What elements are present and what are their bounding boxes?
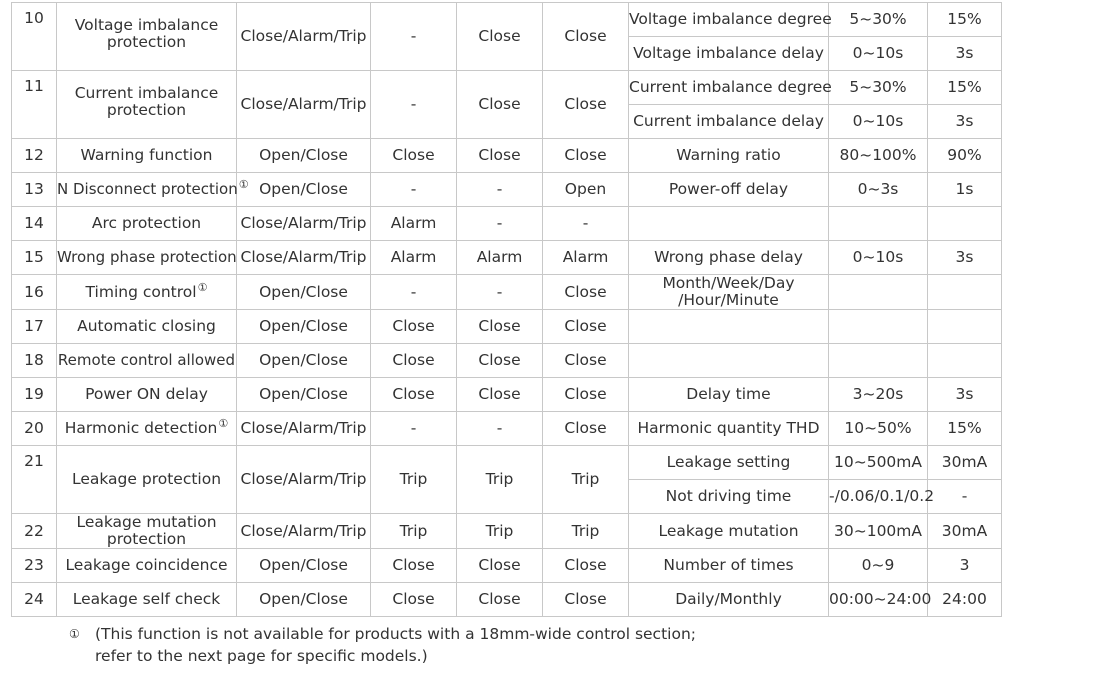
parameter-default: - <box>928 480 1002 514</box>
table-row <box>12 3 1002 37</box>
row-number: 17 <box>12 310 57 344</box>
parameter-default: 3s <box>928 105 1002 139</box>
parameter-default <box>928 207 1002 241</box>
default-value-3: Close <box>543 139 629 173</box>
default-value-1: Alarm <box>371 241 457 275</box>
setting-mode: Close/Alarm/Trip <box>237 412 371 446</box>
default-value-2: Close <box>457 3 543 71</box>
default-value-1: Trip <box>371 514 457 549</box>
default-value-3: Close <box>543 583 629 617</box>
parameter-default: 3s <box>928 37 1002 71</box>
parameter-range: 0~10s <box>829 37 928 71</box>
default-value-2: Trip <box>457 446 543 514</box>
setting-mode: Close/Alarm/Trip <box>237 71 371 139</box>
default-value-1: Trip <box>371 446 457 514</box>
parameter-name <box>629 310 829 344</box>
function-name: Leakage self check <box>57 583 237 617</box>
parameter-name-cell <box>629 275 829 310</box>
row-number: 20 <box>12 412 57 446</box>
default-value-1: - <box>371 412 457 446</box>
default-value-1: Close <box>371 310 457 344</box>
parameter-range: 5~30% <box>829 71 928 105</box>
table-row <box>12 344 1002 378</box>
footnote-line-2: refer to the next page for specific models.) <box>95 647 428 665</box>
default-value-2: Close <box>457 310 543 344</box>
function-name: Power ON delay <box>57 378 237 412</box>
table-row <box>12 241 1002 275</box>
table-row <box>12 549 1002 583</box>
row-number: 18 <box>12 344 57 378</box>
parameter-name: Daily/Monthly <box>629 583 829 617</box>
row-number: 12 <box>12 139 57 173</box>
parameter-name <box>629 344 829 378</box>
parameter-range: 5~30% <box>829 3 928 37</box>
row-number: 15 <box>12 241 57 275</box>
parameter-name: Delay time <box>629 378 829 412</box>
default-value-2: Close <box>457 139 543 173</box>
parameter-default: 15% <box>928 412 1002 446</box>
footnote-marker: ① <box>238 178 249 191</box>
table-row <box>12 71 1002 105</box>
parameter-name: Leakage setting <box>629 446 829 480</box>
setting-mode: Open/Close <box>237 173 371 207</box>
function-name-cell <box>57 173 249 207</box>
default-value-2: - <box>457 275 543 310</box>
table-row <box>12 446 1002 480</box>
default-value-3: Trip <box>543 446 629 514</box>
parameter-default <box>928 275 1002 310</box>
row-number: 23 <box>12 549 57 583</box>
parameter-range: 0~10s <box>829 241 928 275</box>
parameter-range: 0~9 <box>829 549 928 583</box>
parameter-name: Wrong phase delay <box>629 241 829 275</box>
row-number: 24 <box>12 583 57 617</box>
row-number: 16 <box>12 275 57 310</box>
default-value-3: Close <box>543 310 629 344</box>
footnote-line-1: (This function is not available for products with a 18mm-wide control section; <box>95 625 696 643</box>
parameter-name: Not driving time <box>629 480 829 514</box>
parameter-default: 3s <box>928 378 1002 412</box>
function-name-line1: Leakage mutation <box>76 513 217 531</box>
parameter-name: Current imbalance degree <box>629 71 829 105</box>
default-value-3: Close <box>543 549 629 583</box>
default-value-2: Alarm <box>457 241 543 275</box>
default-value-2: Close <box>457 378 543 412</box>
setting-mode: Open/Close <box>237 275 371 310</box>
row-number: 11 <box>12 71 57 139</box>
footnote-marker: ① <box>69 627 80 641</box>
default-value-1: - <box>371 71 457 139</box>
default-value-2: - <box>457 412 543 446</box>
table-row <box>12 583 1002 617</box>
parameter-name <box>629 207 829 241</box>
default-value-1: Close <box>371 378 457 412</box>
default-value-2: Close <box>457 344 543 378</box>
function-name: N Disconnect protection <box>57 180 238 198</box>
parameter-name: Number of times <box>629 549 829 583</box>
setting-mode: Open/Close <box>237 344 371 378</box>
setting-mode: Close/Alarm/Trip <box>237 446 371 514</box>
default-value-3: Close <box>543 275 629 310</box>
parameter-default: 30mA <box>928 446 1002 480</box>
parameter-name: Voltage imbalance delay <box>629 37 829 71</box>
parameter-range <box>829 275 928 310</box>
function-name: Wrong phase protection <box>57 241 237 275</box>
row-number: 10 <box>12 3 57 71</box>
parameter-name: Warning ratio <box>629 139 829 173</box>
parameter-range: 80~100% <box>829 139 928 173</box>
parameter-range: 00:00~24:00 <box>829 583 928 617</box>
setting-mode: Close/Alarm/Trip <box>237 207 371 241</box>
table-row <box>12 139 1002 173</box>
setting-mode: Close/Alarm/Trip <box>237 241 371 275</box>
protection-settings-table <box>11 2 1002 617</box>
setting-mode: Open/Close <box>237 583 371 617</box>
parameter-default: 24:00 <box>928 583 1002 617</box>
row-number: 19 <box>12 378 57 412</box>
parameter-range <box>829 207 928 241</box>
parameter-default: 15% <box>928 3 1002 37</box>
parameter-range: 10~500mA <box>829 446 928 480</box>
function-name: Harmonic detection <box>64 419 218 437</box>
row-number: 22 <box>12 514 57 549</box>
table-row <box>12 514 1002 549</box>
default-value-3: Close <box>543 344 629 378</box>
footnote-marker: ① <box>197 280 208 294</box>
parameter-default: 30mA <box>928 514 1002 549</box>
function-name: Timing control <box>85 282 197 301</box>
parameter-default: 90% <box>928 139 1002 173</box>
default-value-1: - <box>371 275 457 310</box>
setting-mode: Open/Close <box>237 378 371 412</box>
footnote-marker: ① <box>218 417 229 430</box>
default-value-2: Close <box>457 549 543 583</box>
parameter-name: Leakage mutation <box>629 514 829 549</box>
default-value-2: Close <box>457 583 543 617</box>
parameter-range <box>829 310 928 344</box>
setting-mode: Close/Alarm/Trip <box>237 514 371 549</box>
table-row <box>12 173 1002 207</box>
setting-mode: Open/Close <box>237 549 371 583</box>
function-name-cell <box>57 275 237 310</box>
parameter-default: 3s <box>928 241 1002 275</box>
table-row <box>12 378 1002 412</box>
parameter-name: Power-off delay <box>629 173 829 207</box>
parameter-name: Harmonic quantity THD <box>629 412 829 446</box>
default-value-1: Close <box>371 549 457 583</box>
setting-mode: Open/Close <box>237 310 371 344</box>
parameter-range: -/0.06/0.1/0.2 <box>829 480 928 514</box>
default-value-2: - <box>457 207 543 241</box>
parameter-range: 3~20s <box>829 378 928 412</box>
default-value-1: - <box>371 3 457 71</box>
function-name: Automatic closing <box>57 310 237 344</box>
parameter-range: 30~100mA <box>829 514 928 549</box>
default-value-3: Open <box>543 173 629 207</box>
setting-mode: Open/Close <box>237 139 371 173</box>
default-value-3: Alarm <box>543 241 629 275</box>
function-name: Current imbalance protection <box>57 71 237 139</box>
parameter-default: 3 <box>928 549 1002 583</box>
default-value-3: Trip <box>543 514 629 549</box>
function-name: Remote control allowed <box>57 344 237 378</box>
default-value-3: Close <box>543 71 629 139</box>
function-name: Arc protection <box>57 207 237 241</box>
setting-mode: Close/Alarm/Trip <box>237 3 371 71</box>
default-value-2: Trip <box>457 514 543 549</box>
parameter-default <box>928 310 1002 344</box>
function-name-line2: protection <box>106 530 187 548</box>
table-row <box>12 207 1002 241</box>
parameter-default: 1s <box>928 173 1002 207</box>
default-value-1: Close <box>371 139 457 173</box>
table-row <box>12 412 1002 446</box>
default-value-2: - <box>457 173 543 207</box>
default-value-3: Close <box>543 412 629 446</box>
default-value-1: Alarm <box>371 207 457 241</box>
row-number: 13 <box>12 173 57 207</box>
parameter-name: Current imbalance delay <box>629 105 829 139</box>
parameter-range: 10~50% <box>829 412 928 446</box>
default-value-1: - <box>371 173 457 207</box>
default-value-1: Close <box>371 583 457 617</box>
default-value-2: Close <box>457 71 543 139</box>
row-number: 21 <box>12 446 57 514</box>
function-name: Leakage coincidence <box>57 549 237 583</box>
table-row <box>12 275 1002 310</box>
footnote-text <box>95 623 696 667</box>
function-name-cell <box>57 412 237 446</box>
default-value-3: Close <box>543 378 629 412</box>
parameter-default: 15% <box>928 71 1002 105</box>
parameter-name-line2: /Hour/Minute <box>678 291 779 309</box>
row-number: 14 <box>12 207 57 241</box>
function-name: Voltage imbalance protection <box>57 3 237 71</box>
parameter-name-line1: Month/Week/Day <box>662 274 795 292</box>
default-value-3: - <box>543 207 629 241</box>
default-value-1: Close <box>371 344 457 378</box>
parameter-range <box>829 344 928 378</box>
parameter-name: Voltage imbalance degree <box>629 3 829 37</box>
function-name: Leakage protection <box>57 446 237 514</box>
default-value-3: Close <box>543 3 629 71</box>
table-row <box>12 310 1002 344</box>
parameter-range: 0~10s <box>829 105 928 139</box>
parameter-range: 0~3s <box>829 173 928 207</box>
function-name: Warning function <box>57 139 237 173</box>
parameter-default <box>928 344 1002 378</box>
function-name-cell <box>57 514 237 549</box>
